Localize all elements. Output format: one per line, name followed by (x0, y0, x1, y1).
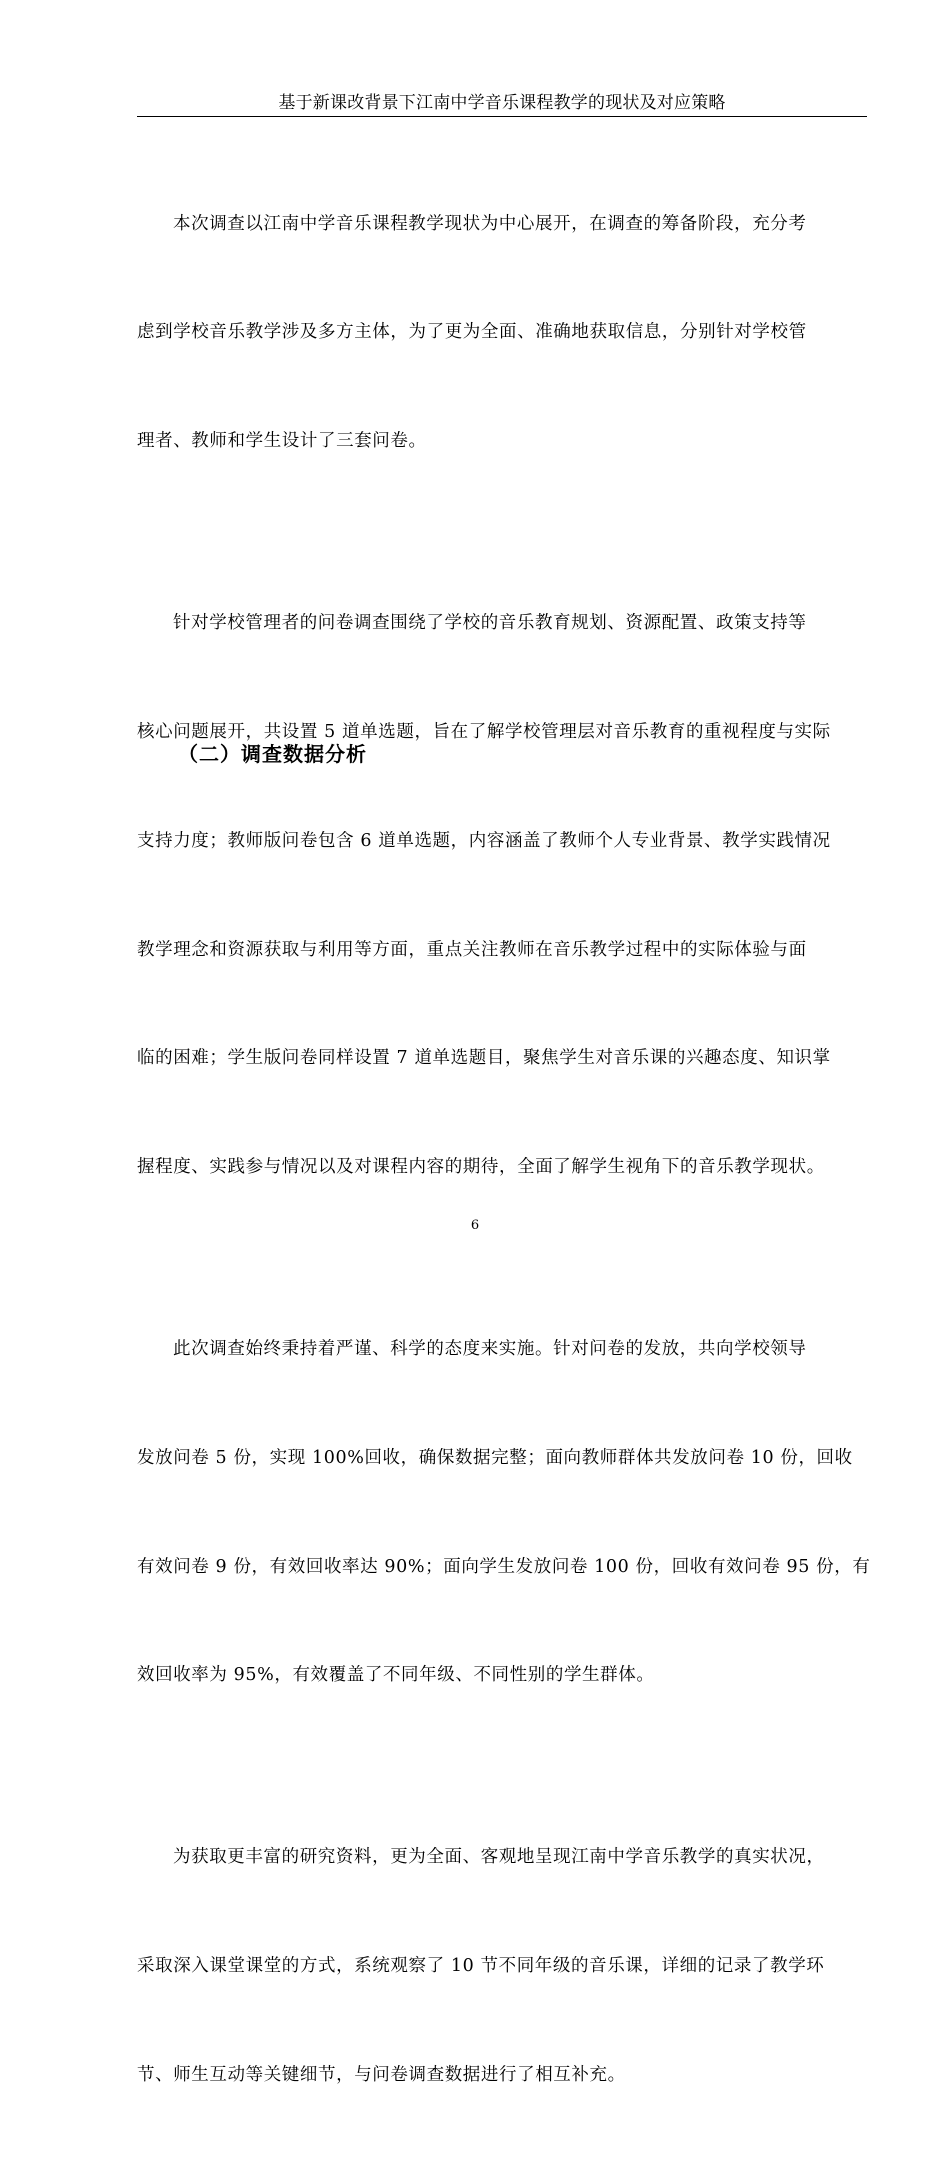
section-heading: （二）调查数据分析 (178, 742, 367, 766)
paragraph-line: 支持力度；教师版问卷包含 6 道单选题，内容涵盖了教师个人专业背景、教学实践情况 (137, 830, 831, 851)
header-divider (137, 116, 867, 117)
body-text (137, 133, 871, 2166)
paragraph-line: 针对学校管理者的问卷调查围绕了学校的音乐教育规划、资源配置、政策支持等 (173, 612, 807, 633)
paragraph-line: 此次调查始终秉持着严谨、科学的态度来实施。针对问卷的发放，共向学校领导 (173, 1338, 807, 1359)
paragraph-line: 为获取更丰富的研究资料，更为全面、客观地呈现江南中学音乐教学的真实状况， (173, 1846, 825, 1867)
paragraph-line: 虑到学校音乐教学涉及多方主体，为了更为全面、准确地获取信息，分别针对学校管 (137, 322, 807, 343)
paragraph-2 (137, 532, 867, 1258)
running-header: 基于新课改背景下江南中学音乐课程教学的现状及对应策略 (278, 93, 726, 113)
paragraph-4 (137, 1766, 867, 2165)
paragraph-line: 教学理念和资源获取与利用等方面，重点关注教师在音乐教学过程中的实际体验与面 (137, 939, 807, 960)
paragraph-line: 握程度、实践参与情况以及对课程内容的期待，全面了解学生视角下的音乐教学现状。 (137, 1157, 825, 1178)
paragraph-line: 核心问题展开，共设置 5 道单选题，旨在了解学校管理层对音乐教育的重视程度与实际 (137, 721, 831, 742)
paragraph-line: 临的困难；学生版问卷同样设置 7 道单选题目，聚焦学生对音乐课的兴趣态度、知识掌 (137, 1048, 831, 1069)
paragraph-line: 节、师生互动等关键细节，与问卷调查数据进行了相互补充。 (137, 2064, 626, 2085)
paragraph-line: 发放问卷 5 份，实现 100%回收，确保数据完整；面向教师群体共发放问卷 10 份，回收 (137, 1447, 853, 1468)
paragraph-line: 效回收率为 95%，有效覆盖了不同年级、不同性别的学生群体。 (137, 1665, 655, 1686)
paragraph-3 (137, 1258, 871, 1766)
paragraph-line: 有效问卷 9 份，有效回收率达 90%；面向学生发放问卷 100 份，回收有效问卷 95 份，有 (137, 1556, 871, 1577)
paragraph-1 (137, 133, 867, 532)
paragraph-line: 理者、教师和学生设计了三套问卷。 (137, 431, 427, 452)
page-number: 6 (470, 1218, 480, 1233)
paragraph-line: 本次调查以江南中学音乐课程教学现状为中心展开，在调查的筹备阶段，充分考 (173, 213, 807, 234)
paragraph-line: 采取深入课堂课堂的方式，系统观察了 10 节不同年级的音乐课，详细的记录了教学环 (137, 1955, 825, 1976)
